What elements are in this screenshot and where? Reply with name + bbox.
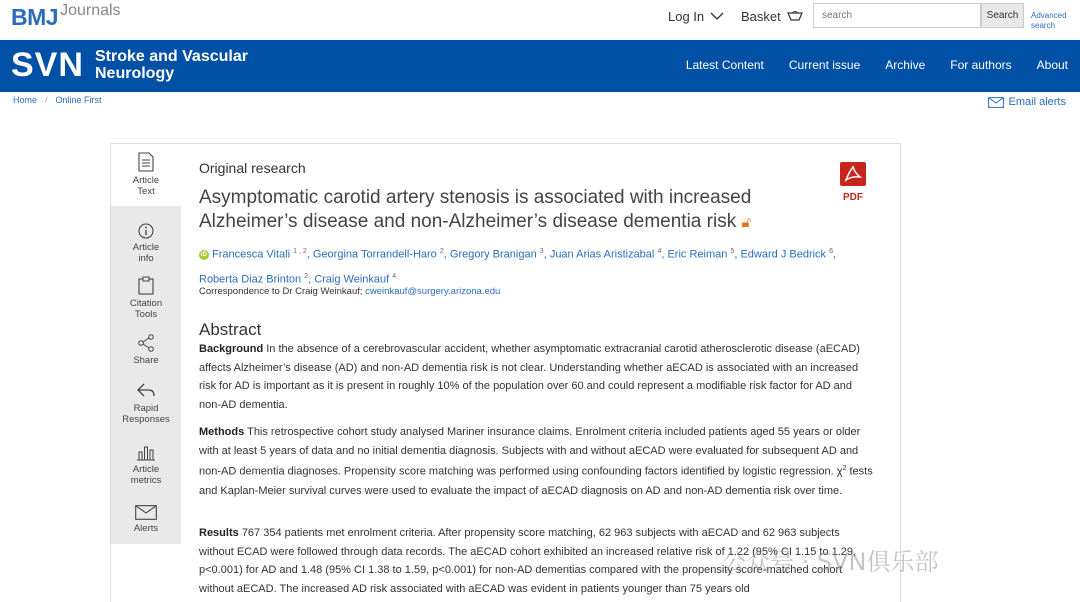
sidebar-label: Citation xyxy=(129,298,163,309)
nav-about[interactable]: About xyxy=(1036,58,1068,72)
abstract-methods xyxy=(199,423,877,500)
sidebar-item-rapid-responses[interactable] xyxy=(111,375,181,435)
chevron-down-icon xyxy=(710,12,724,21)
breadcrumb-online-first[interactable]: Online First xyxy=(55,95,102,105)
author-affiliation: 2 xyxy=(304,272,309,280)
article-card xyxy=(110,143,901,602)
clipboard-icon xyxy=(138,276,154,295)
sidebar-item-article-text[interactable] xyxy=(111,144,181,206)
sidebar-item-citation-tools[interactable] xyxy=(111,265,181,324)
journal-acronym[interactable]: SVN xyxy=(11,46,84,84)
nav-current-issue[interactable]: Current issue xyxy=(788,58,861,72)
sidebar-label: metrics xyxy=(130,475,162,486)
envelope-icon xyxy=(988,97,1004,108)
author-affiliation: 6 xyxy=(829,248,834,255)
methods-label: Methods xyxy=(199,426,245,438)
author-link[interactable]: Juan Arias Aristizabal xyxy=(549,248,655,261)
article-title-text: Asymptomatic carotid artery stenosis is associated with increased Alzheimer’s disease and non-Alzheimer’s disease dementia risk xyxy=(199,187,752,232)
search-button[interactable]: Search xyxy=(981,3,1024,28)
author-link[interactable]: Georgina Torrandell-Haro xyxy=(312,248,437,261)
sidebar-label: Article xyxy=(132,175,160,186)
sidebar-label: info xyxy=(138,253,154,264)
sidebar-item-share[interactable] xyxy=(111,324,181,375)
main-nav xyxy=(686,58,1068,72)
watermark xyxy=(722,542,939,577)
bmj-journals-logo[interactable] xyxy=(11,4,121,31)
journal-banner xyxy=(0,40,1080,92)
author-affiliation: 1 , 2 xyxy=(293,248,307,255)
sidebar-label: Rapid xyxy=(133,403,159,414)
correspondence-email-link[interactable]: cweinkauf@surgery.arizona.edu xyxy=(365,286,501,297)
sidebar-label: Share xyxy=(133,355,159,366)
basket-button[interactable] xyxy=(741,9,803,24)
results-text: 767 354 patients met enrolment criteria. After propensity score matching, 62 963 subjects with aECAD and 62 963 subjects without ECAD were followed through data records. The aECAD cohort exhibited an increased relative risk of 1.22 (95% CI 1.15 to 1.29, p<0.001) for AD and 1.48 (95% CI 1.38 to 1.59, p<0.001) for non-AD dementias compared with the propensity score-matched cohort without aECAD. The increased AD risk associated with aECAD was evident in patients younger than 75 years old xyxy=(199,527,857,596)
sidebar-label: Article xyxy=(132,464,160,475)
author-affiliation: 4 xyxy=(657,248,662,255)
advanced-search-link[interactable]: Advanced search xyxy=(1031,11,1067,30)
email-alerts-link[interactable] xyxy=(988,96,1066,108)
author-affiliation: 2 xyxy=(439,248,444,255)
breadcrumb-home[interactable]: Home xyxy=(13,95,38,105)
article-type: Original research xyxy=(199,160,306,176)
open-access-icon: 🔓︎ xyxy=(741,214,752,231)
author-link[interactable]: Gregory Branigan xyxy=(449,248,537,261)
background-text: In the absence of a cerebrovascular accident, whether asymptomatic extracranial carotid atherosclerotic disease (aECAD) affects Alzheimer’s disease (AD) and non-AD dementia risk is not clear. Understanding whether aECAD is associated with an increased risk for AD is important as it is present in roughly 10% of the population over 60 and could represent a modifiable risk factor for AD and non-AD dementia. xyxy=(199,343,860,412)
abstract-heading: Abstract xyxy=(199,320,262,339)
sidebar-item-alerts[interactable] xyxy=(111,494,181,544)
search-input[interactable] xyxy=(813,3,981,28)
author-list: iD Francesca Vitali $^{1 , 2}$, Georgina Torrandell-Haro $^2$, Gregory Branigan $^3$, Juan Arias Aristizabal $^4$, Eric Reiman $^5$, Edward J Bedrick $^6$, Roberta Diaz Brinton $^2$, Craig Weinkauf $^4$ xyxy=(199,248,837,286)
article-sidebar xyxy=(111,144,181,602)
correspondence-prefix: Correspondence to Dr Craig Weinkauf; xyxy=(199,286,363,297)
author-affiliation: 5 xyxy=(730,248,735,255)
bmj-logo-text: BMJ xyxy=(11,4,59,30)
breadcrumb xyxy=(13,95,102,105)
methods-text-2: tests and Kaplan-Meier survival curves were used to evaluate the impact of aECAD diagnosis on AD and non-AD dementia risk over time. xyxy=(199,466,873,497)
methods-text-1: This retrospective cohort study analysed Mariner insurance claims. Enrolment criteria included patients aged 55 years or older with at least 5 years of data and no initial dementia diagnosis. Subjects with and without aECAD were evaluated for subsequent AD and non-AD dementia diagnoses. Propensity score matching was performed using confounding factors identified by logistic regression. χ xyxy=(199,426,861,479)
author-link[interactable]: Francesca Vitali xyxy=(212,248,291,261)
author-link[interactable]: Edward J Bedrick xyxy=(740,248,827,261)
reply-icon xyxy=(136,382,156,400)
nav-latest-content[interactable]: Latest Content xyxy=(685,58,764,72)
watermark-text: 公众号 · SVN俱乐部 xyxy=(722,548,939,576)
pdf-download-button[interactable] xyxy=(839,162,867,203)
chart-icon xyxy=(136,443,156,461)
document-icon xyxy=(138,152,154,172)
author-link[interactable]: Eric Reiman xyxy=(667,248,728,261)
basket-icon xyxy=(787,11,803,23)
sidebar-label: Responses xyxy=(122,414,170,425)
email-alerts-label: Email alerts xyxy=(1008,96,1066,108)
sidebar-label: Article xyxy=(132,242,160,253)
correspondence xyxy=(199,286,500,297)
journals-logo-text: Journals xyxy=(60,2,121,19)
author-affiliation: 3 xyxy=(539,248,544,255)
sidebar-label: Tools xyxy=(134,309,158,320)
info-icon xyxy=(138,223,154,239)
top-header xyxy=(0,0,1080,40)
background-label: Background xyxy=(199,343,264,355)
pdf-label: PDF xyxy=(843,192,863,203)
orcid-icon[interactable]: iD xyxy=(201,251,207,258)
journal-name-line2: Neurology xyxy=(95,65,175,82)
nav-for-authors[interactable]: For authors xyxy=(950,58,1012,72)
author-link[interactable]: Craig Weinkauf xyxy=(314,273,390,286)
login-label: Log In xyxy=(668,9,705,24)
login-button[interactable] xyxy=(668,9,724,24)
basket-label: Basket xyxy=(741,9,781,24)
abstract-background xyxy=(199,340,877,415)
sidebar-item-article-metrics[interactable] xyxy=(111,435,181,494)
sidebar-label: Text xyxy=(137,186,155,197)
journal-name-line1: Stroke and Vascular xyxy=(95,48,248,65)
nav-archive[interactable]: Archive xyxy=(885,58,926,72)
share-icon xyxy=(137,334,155,352)
envelope-icon xyxy=(135,505,157,520)
article-title xyxy=(199,186,839,235)
results-label: Results xyxy=(199,527,239,539)
breadcrumb-separator: / xyxy=(45,95,48,105)
author-affiliation: 4 xyxy=(392,272,397,280)
methods-superscript: 2 xyxy=(842,465,847,473)
author-link[interactable]: Roberta Diaz Brinton xyxy=(199,273,302,286)
sidebar-item-article-info[interactable] xyxy=(111,206,181,265)
journal-name[interactable] xyxy=(95,48,248,82)
pdf-icon xyxy=(840,162,866,186)
sidebar-label: Alerts xyxy=(133,523,159,534)
